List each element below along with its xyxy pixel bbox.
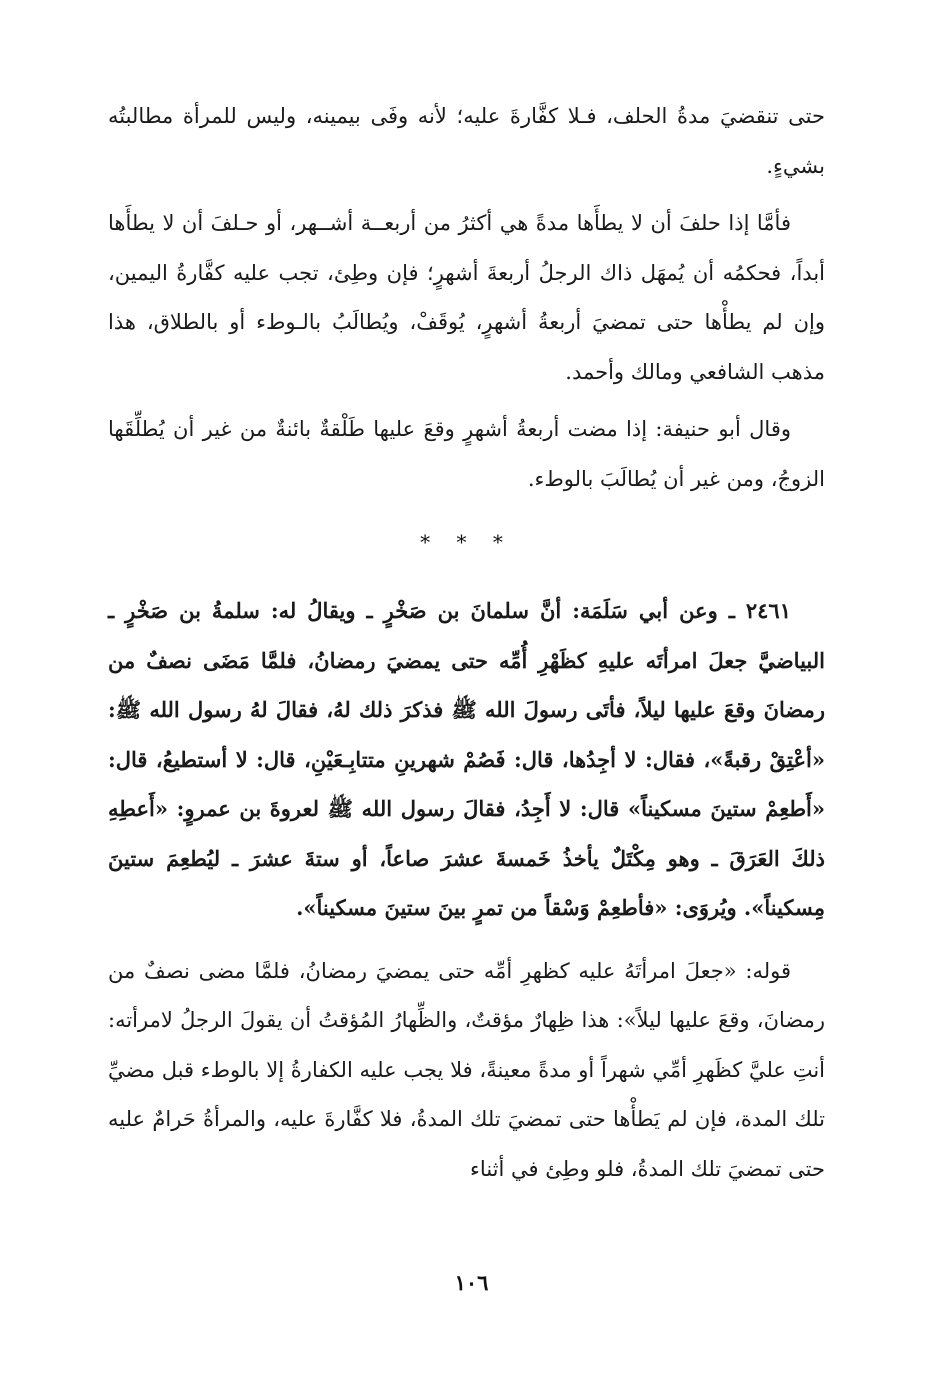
commentary-text: قوله: «جعلَ امرأتَهُ عليه كظهرِ أمِّه حتى يمضيَ رمضانُ، فلمَّا مضى نصفٌ من رمضانَ، وقعَ عليها ليلاً»: هذا ظِهارٌ مؤقتٌ، والظِّهارُ المُؤقتُ أن يقولَ الرجلُ لامرأته: أنتِ عليَّ كظَهرِ أمِّي شهراً أو مدةً معينةً، فلا يجب عليه الكفارةُ إلا بالوطء قبل مضيِّ تلك المدة، فإن لم يَطأْها حتى تمضيَ تلك المدةُ، فلا كفَّارةَ عليه، والمرأةُ حَرامٌ عليه حتى تمضيَ تلك المدةُ، فلو وطِئ في أثناء	[108, 958, 825, 1181]
paragraph-continuation: حتى تنقضيَ مدةُ الحلف، فـلا كفَّارةَ عليه؛ لأنه وفَى بيمينه، وليس للمرأة مطالبتُه بشيءٍ.	[108, 104, 825, 178]
page-number: ١٠٦	[454, 1270, 489, 1295]
paragraph-abu-hanifa: وقال أبو حنيفة: إذا مضت أربعةُ أشهرٍ وقعَ عليها طَلْقةٌ بائنةٌ من غير أن يُطلِّقَها الزوجُ، ومن غير أن يُطالَبَ بالوطء.	[108, 417, 825, 491]
section-separator: * * *	[420, 530, 513, 554]
hadith-text: ٢٤٦١ ـ وعن أبي سَلَمَة: أنَّ سلمانَ بن صَخْرٍ ـ ويقالُ له: سلمةُ بن صَخْرٍ ـ البياضيَّ جعلَ امرأتَه عليهِ كظَهْرِ أُمِّه حتى يمضيَ رمضانُ، فلمَّا مَضَى نصفٌ من رمضانَ وقعَ عليها ليلاً، فأتَى رسولَ الله ﷺ فذكرَ ذلك لهُ، فقالَ لهُ رسول الله ﷺ: «أعْتِقْ رقبةً»، فقال: لا أجِدُها، قال: فَصُمْ شهرينِ متتابِـعَيْنِ، قال: لا أستطيعُ، قال: «أَطعِمْ ستينَ مسكيناً» قال: لا أَجِدُ، فقالَ رسول الله ﷺ لعروةَ بن عمروٍ: «أَعطِهِ ذلكَ العَرَقَ ـ وهو مِكْتَلٌ يأخذُ خَمسةَ عشرَ صاعاً، أو ستةَ عشرَ ـ ليُطعِمَ ستينَ مِسكيناً». ويُروَى: «فأطعِمْ وَسْقاً من تمرٍ بينَ ستينَ مسكيناً».	[108, 598, 825, 920]
paragraph-ila-duration: فأمَّا إذا حلفَ أن لا يطأَها مدةً هي أكثرُ من أربعــة أشــهر، أو حـلفَ أن لا يطأَها أبداً، فحكمُه أن يُمهَل ذاك الرجلُ أربعةَ أشهرٍ؛ فإن وطِئ، تجب عليه كفَّارةُ اليمين، وإن لم يطأْها حتى تمضيَ أربعةُ أشهرٍ، يُوقَفْ، ويُطالَبُ بالـوطء أو بالطلاق، هذا مذهب الشافعي ومالك وأحمد.	[108, 211, 825, 384]
